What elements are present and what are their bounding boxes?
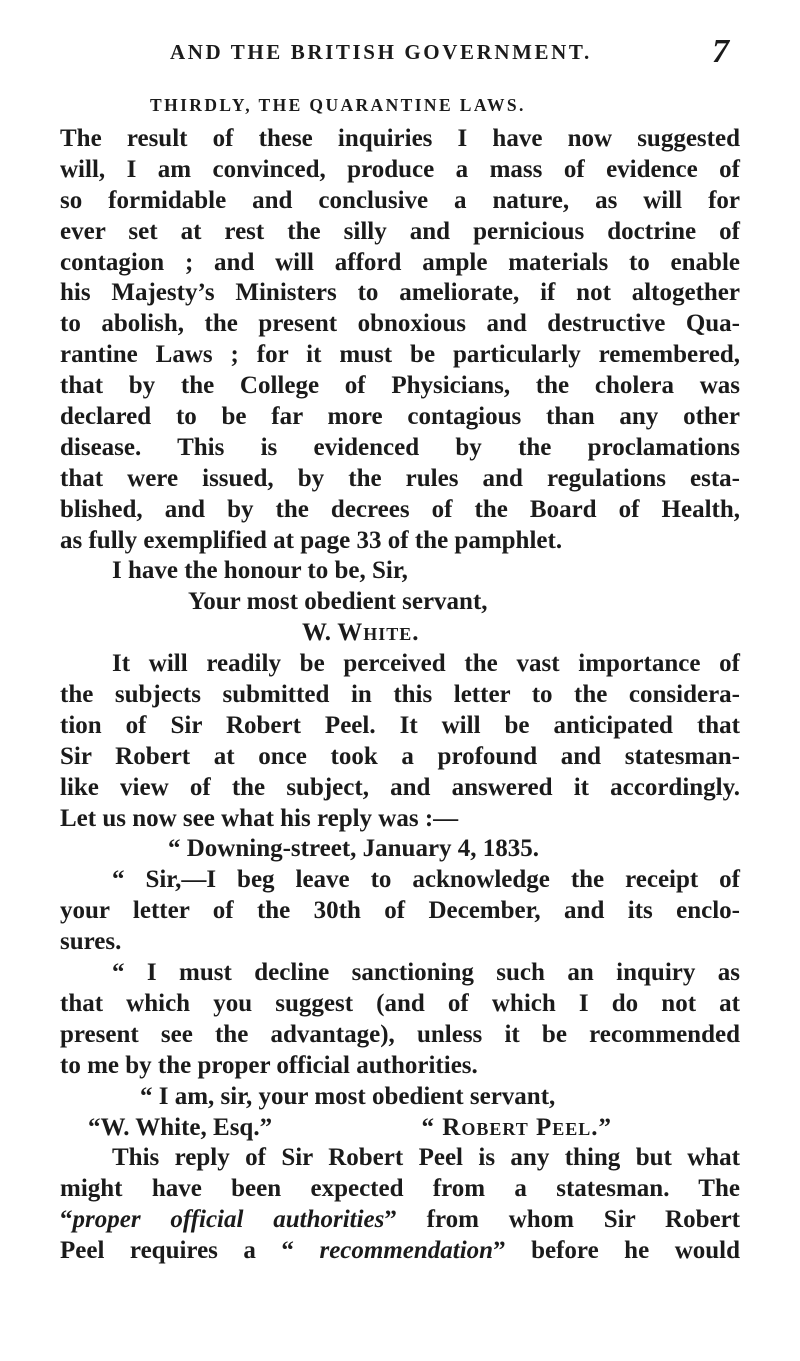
text-line: The result of these inquiries I have now suggested — [60, 125, 740, 152]
text-line: as fully exemplified at page 33 of the pamphlet. — [60, 526, 563, 554]
quote-open: “ — [60, 1206, 73, 1234]
text-line: the subjects submitted in this letter to the considera- — [60, 681, 740, 709]
text-line: rantine Laws ; for it must be particularly remembered, — [60, 341, 740, 369]
letter-closing: “ I am, sir, your most obedient servant, — [140, 1082, 556, 1110]
text-line: blished, and by the decrees of the Board of Health, — [60, 495, 740, 523]
text-line: might have been expected from a statesman. The — [60, 1175, 740, 1203]
text-line: your letter of the 30th of December, and its enclo- — [60, 897, 740, 925]
text-segment: ” before he would — [493, 1237, 741, 1265]
text-line: that which you suggest (and of which I do not at — [60, 989, 740, 1017]
letter-signatures — [60, 1113, 740, 1144]
text-line: It will readily be perceived the vast importance of — [112, 650, 740, 678]
page-number: 7 — [712, 33, 729, 70]
signature-surname: White. — [337, 619, 420, 647]
text-line: declared to be far more contagious than any other — [60, 403, 740, 431]
addressee: “W. White, Esq.” — [88, 1113, 273, 1141]
body-text — [60, 124, 740, 1267]
text-segment: ” from whom Sir Robert — [384, 1206, 740, 1234]
text-line: that were issued, by the rules and regulations esta- — [60, 464, 740, 492]
emphasis-text: proper official authorities — [72, 1206, 385, 1234]
text-line: contagion ; and will afford ample materials to enable — [60, 248, 740, 276]
text-line: Sir Robert at once took a profound and statesman- — [60, 742, 740, 770]
text-line: disease. This is evidenced by the proclamations — [60, 433, 740, 461]
section-heading: THIRDLY, THE QUARANTINE LAWS. — [150, 95, 526, 115]
text-line: to abolish, the present obnoxious and destructive Qua- — [60, 310, 740, 338]
text-line: “ Sir,—I beg leave to acknowledge the receipt of — [112, 866, 740, 894]
text-line: will, I am convinced, produce a mass of evidence of — [60, 155, 740, 183]
signature-initial: W. — [302, 619, 338, 647]
letter-signature — [60, 618, 740, 649]
text-line: present see the advantage), unless it be recommended — [60, 1020, 740, 1048]
text-line — [60, 1236, 740, 1267]
text-line: like view of the subject, and answered it accordingly. — [60, 773, 740, 801]
text-line: that by the College of Physicians, the cholera was — [60, 372, 740, 400]
text-line: “ I must decline sanctioning such an inquiry as — [112, 959, 740, 987]
emphasis-text: recommendation — [319, 1237, 494, 1265]
text-segment: Peel requires a “ — [60, 1237, 320, 1265]
sender-signature: “ Robert Peel.” — [421, 1113, 612, 1141]
text-line: ever set at rest the silly and pernicious doctrine of — [60, 217, 740, 245]
letter-closing: Your most obedient servant, — [188, 588, 488, 616]
running-title: AND THE BRITISH GOVERNMENT. — [170, 40, 592, 64]
letter-dateline: “ Downing-street, January 4, 1835. — [168, 835, 540, 863]
letter-closing: I have the honour to be, Sir, — [112, 557, 408, 585]
text-line: to me by the proper official authorities. — [60, 1051, 478, 1079]
text-line: Let us now see what his reply was :— — [60, 804, 459, 832]
text-line — [60, 1205, 740, 1236]
text-line: sures. — [60, 928, 122, 956]
text-line: his Majesty’s Ministers to ameliorate, if not altogether — [60, 279, 740, 307]
text-line: This reply of Sir Robert Peel is any thing but what — [112, 1144, 740, 1172]
text-line: tion of Sir Robert Peel. It will be anticipated that — [60, 711, 740, 739]
text-line: so formidable and conclusive a nature, as will for — [60, 186, 740, 214]
